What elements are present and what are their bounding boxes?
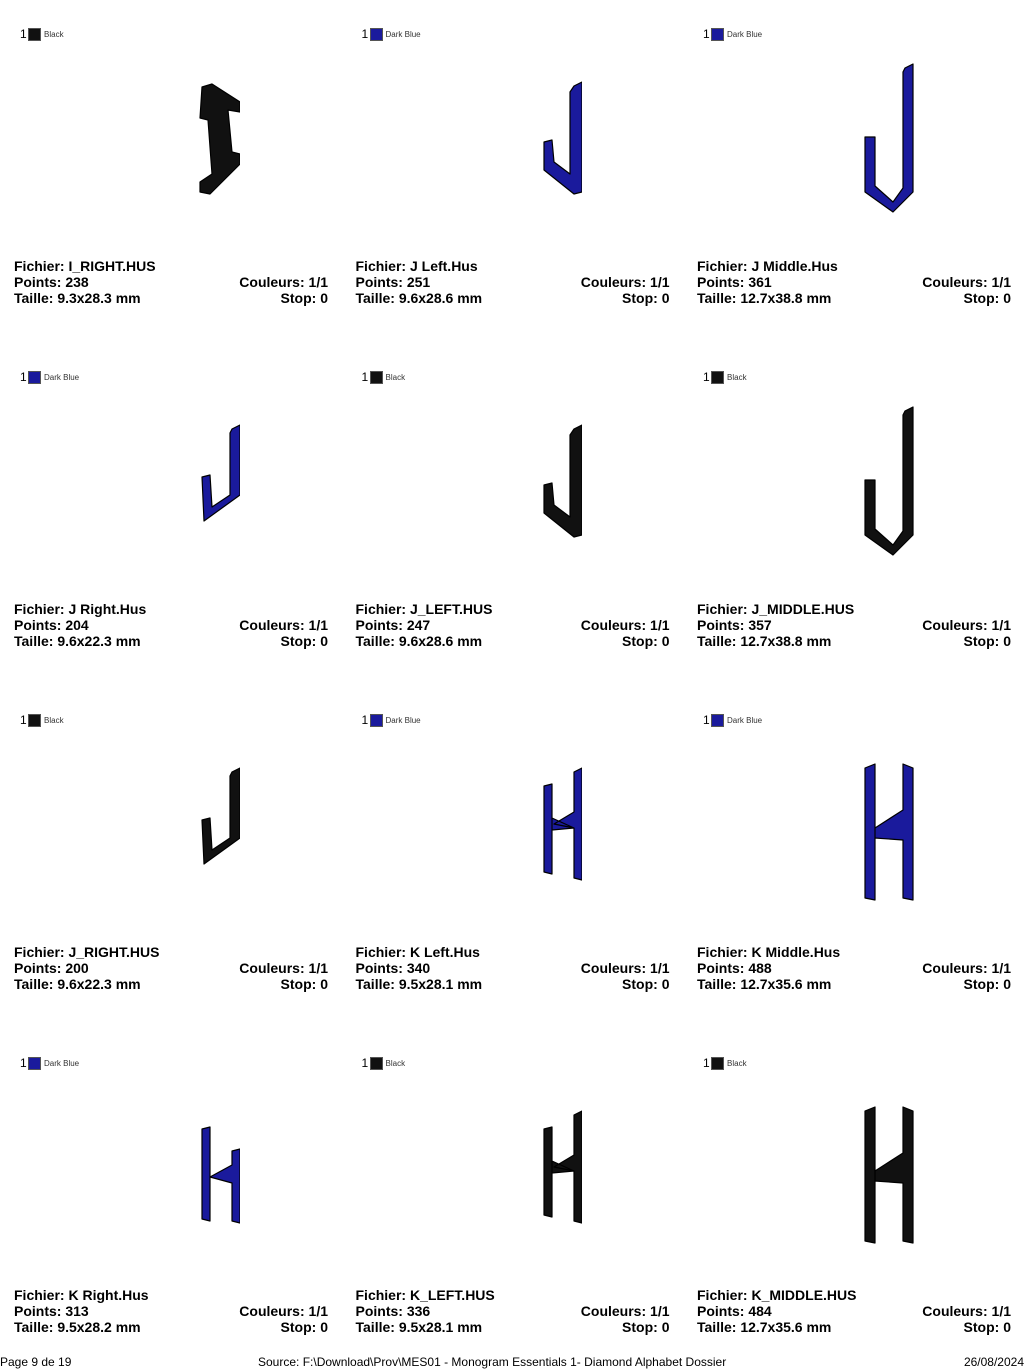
color-swatch [28,371,41,384]
color-count: Couleurs: 1/1 [239,960,328,976]
color-name: Dark Blue [44,1058,80,1068]
color-number: 1 [20,713,27,727]
color-count: Couleurs: 1/1 [922,274,1011,290]
design-size: Taille: 12.7x35.6 mm [697,1319,832,1335]
design-info [697,258,1011,306]
design-card [342,0,684,342]
color-count: Couleurs: 1/1 [239,617,328,633]
color-swatch [711,1057,724,1070]
color-swatch [28,714,41,727]
stitch-points: Points: 484 [697,1303,772,1319]
color-legend [362,712,421,728]
color-name: Dark Blue [727,715,763,725]
color-name: Dark Blue [727,29,763,39]
file-name: Fichier: K Right.Hus [14,1287,149,1303]
design-card [0,686,342,1028]
design-info [697,601,1011,649]
letter-j-glyph [865,64,913,212]
letter-j-glyph [202,425,240,521]
design-size: Taille: 9.3x28.3 mm [14,290,141,306]
print-date: 26/08/2024 [963,1355,1024,1369]
design-size: Taille: 9.6x28.6 mm [355,633,483,649]
stop-count: Stop: 0 [280,1319,328,1335]
color-number: 1 [20,1056,27,1070]
color-legend [703,369,747,385]
file-name: Fichier: K Middle.Hus [697,944,841,960]
color-swatch [28,1057,41,1070]
design-info [14,1287,328,1335]
color-name: Black [727,1058,747,1068]
stop-count: Stop: 0 [622,1319,670,1335]
embroidery-preview [100,1071,240,1251]
embroidery-preview [783,728,923,908]
color-legend [703,26,762,42]
color-name: Dark Blue [385,29,421,39]
color-name: Black [727,372,747,382]
design-info [356,1287,670,1335]
stop-count: Stop: 0 [963,976,1011,992]
color-number: 1 [703,370,710,384]
letter-k-glyph [865,764,913,900]
color-count: Couleurs: 1/1 [580,960,670,976]
embroidery-preview [442,728,582,908]
color-count: Couleurs: 1/1 [922,960,1011,976]
stop-count: Stop: 0 [622,976,670,992]
design-card [342,686,684,1028]
design-card [683,1029,1024,1371]
color-number: 1 [361,1056,369,1070]
color-swatch [28,28,41,41]
stop-count: Stop: 0 [963,290,1011,306]
color-swatch [370,714,383,727]
color-swatch [711,714,724,727]
color-swatch [370,1057,383,1070]
design-card [683,686,1024,1028]
color-count: Couleurs: 1/1 [922,1303,1011,1319]
stitch-points: Points: 357 [697,617,772,633]
color-legend [20,1055,79,1071]
color-swatch [711,371,724,384]
letter-k-glyph [202,1127,240,1223]
design-info [14,944,328,992]
color-count: Couleurs: 1/1 [580,1303,670,1319]
design-size: Taille: 9.5x28.1 mm [355,976,483,992]
embroidery-preview [100,385,240,565]
file-name: Fichier: K_MIDDLE.HUS [697,1287,857,1303]
design-size: Taille: 12.7x38.8 mm [697,633,832,649]
stitch-points: Points: 336 [355,1303,431,1319]
design-info [356,258,670,306]
color-number: 1 [703,27,710,41]
design-size: Taille: 9.6x22.3 mm [14,976,141,992]
color-count: Couleurs: 1/1 [580,274,670,290]
file-name: Fichier: J_MIDDLE.HUS [697,601,855,617]
color-number: 1 [361,370,369,384]
color-number: 1 [361,713,369,727]
color-name: Black [385,1058,406,1068]
design-card [0,0,342,342]
color-name: Black [44,29,64,39]
embroidery-preview [442,42,582,222]
color-name: Dark Blue [44,372,80,382]
stop-count: Stop: 0 [280,290,328,306]
design-size: Taille: 9.6x28.6 mm [355,290,483,306]
letter-j-glyph [544,425,582,537]
color-swatch [370,371,383,384]
design-info [14,601,328,649]
embroidery-preview [783,42,923,222]
stop-count: Stop: 0 [280,633,328,649]
color-number: 1 [20,370,27,384]
color-number: 1 [20,27,27,41]
design-size: Taille: 9.5x28.2 mm [14,1319,141,1335]
design-info [356,944,670,992]
color-swatch [370,28,383,41]
stitch-points: Points: 247 [355,617,431,633]
stitch-points: Points: 361 [697,274,772,290]
color-name: Black [385,372,406,382]
color-number: 1 [703,713,710,727]
design-size: Taille: 12.7x38.8 mm [697,290,832,306]
file-name: Fichier: J Left.Hus [355,258,478,274]
embroidery-preview [100,42,240,222]
color-legend [703,1055,747,1071]
design-card [683,0,1024,342]
color-swatch [711,28,724,41]
color-name: Dark Blue [385,715,421,725]
color-legend [362,1055,406,1071]
design-info [697,1287,1011,1335]
file-name: Fichier: K_LEFT.HUS [355,1287,495,1303]
color-count: Couleurs: 1/1 [580,617,670,633]
embroidery-preview [783,385,923,565]
letter-k-glyph [544,768,582,880]
stop-count: Stop: 0 [280,976,328,992]
embroidery-preview [442,385,582,565]
design-info [356,601,670,649]
stop-count: Stop: 0 [622,290,670,306]
color-count: Couleurs: 1/1 [922,617,1011,633]
color-number: 1 [361,27,369,41]
file-name: Fichier: I_RIGHT.HUS [14,258,156,274]
page-number: Page 9 de 19 [0,1355,72,1369]
design-card [683,343,1024,685]
color-count: Couleurs: 1/1 [239,1303,328,1319]
design-card [0,1029,342,1371]
embroidery-preview [783,1071,923,1251]
color-legend [20,712,64,728]
letter-i-glyph [200,84,240,194]
design-card [0,343,342,685]
color-legend [20,369,79,385]
stop-count: Stop: 0 [963,1319,1011,1335]
design-card [342,343,684,685]
design-size: Taille: 9.6x22.3 mm [14,633,141,649]
letter-k-glyph [865,1107,913,1243]
stop-count: Stop: 0 [963,633,1011,649]
color-legend [20,26,64,42]
stitch-points: Points: 204 [14,617,89,633]
stitch-points: Points: 488 [697,960,772,976]
embroidery-preview [100,728,240,908]
stop-count: Stop: 0 [622,633,670,649]
color-number: 1 [703,1056,710,1070]
design-info [14,258,328,306]
embroidery-preview [442,1071,582,1251]
color-name: Black [44,715,64,725]
design-info [697,944,1011,992]
design-size: Taille: 12.7x35.6 mm [697,976,832,992]
file-name: Fichier: J_LEFT.HUS [355,601,493,617]
stitch-points: Points: 200 [14,960,89,976]
file-name: Fichier: J Right.Hus [14,601,147,617]
design-card [342,1029,684,1371]
color-legend [362,26,421,42]
design-size: Taille: 9.5x28.1 mm [355,1319,483,1335]
color-legend [362,369,406,385]
page-footer [0,1353,1024,1370]
color-legend [703,712,762,728]
source-path: Source: F:\Download\Prov\MES01 - Monogram Essentials 1- Diamond Alphabet Dossier [258,1355,727,1369]
letter-j-glyph [202,768,240,864]
letter-k-glyph [544,1111,582,1223]
stitch-points: Points: 238 [14,274,89,290]
file-name: Fichier: J Middle.Hus [697,258,838,274]
stitch-points: Points: 313 [14,1303,89,1319]
letter-j-glyph [544,82,582,194]
stitch-points: Points: 340 [355,960,431,976]
file-name: Fichier: J_RIGHT.HUS [14,944,160,960]
color-count: Couleurs: 1/1 [239,274,328,290]
file-name: Fichier: K Left.Hus [355,944,480,960]
stitch-points: Points: 251 [355,274,431,290]
letter-j-glyph [865,407,913,555]
